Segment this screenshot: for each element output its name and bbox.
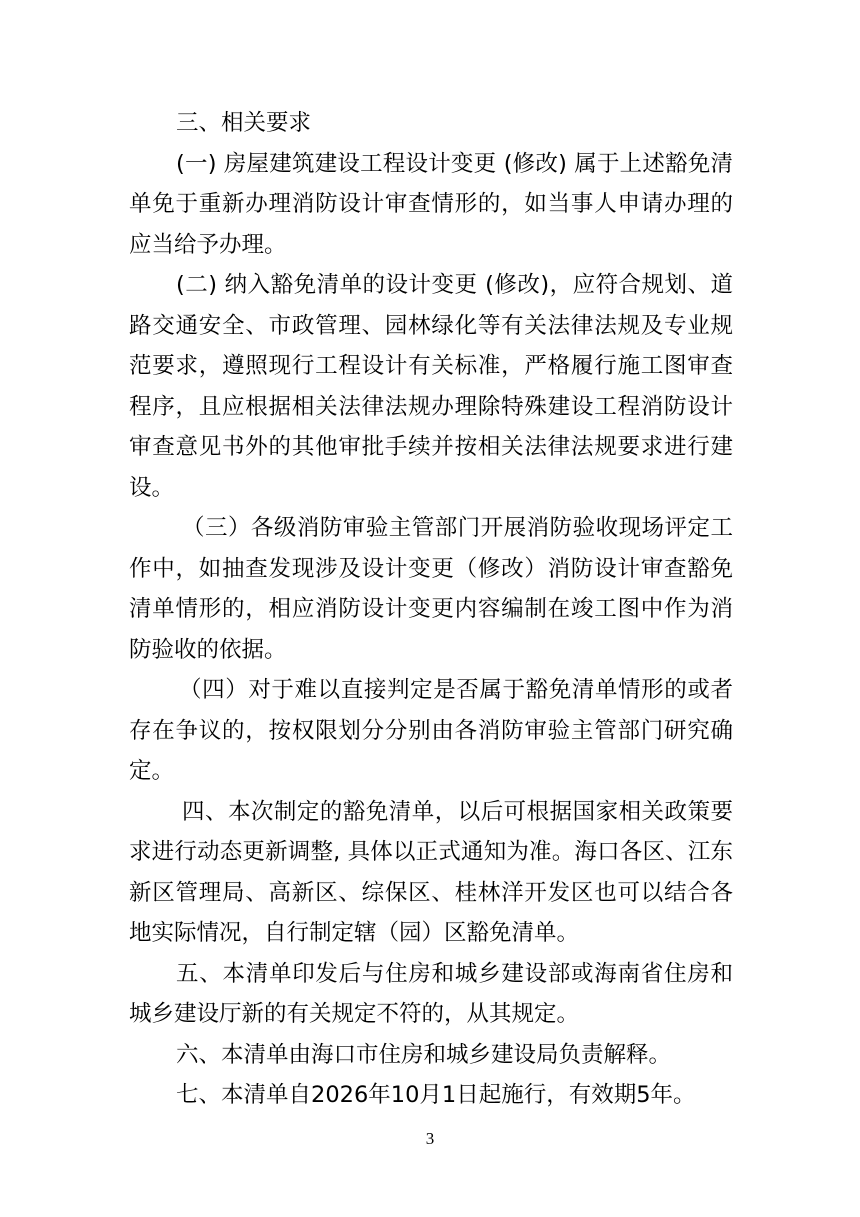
document-body xyxy=(129,103,733,1116)
paragraph-section-7: 七、本清单自2026年10月1日起施行，有效期5年。 xyxy=(176,1082,696,1108)
paragraph-section-6: 六、本清单由海口市住房和城乡建设局负责解释。 xyxy=(176,1041,672,1068)
paragraph-item-4: （四）对于难以直接判定是否属于豁免清单情形的或者存在争议的，按权限划分分别由各消防审验主管部门研究确定。 xyxy=(129,677,733,784)
paragraph-section-4: 四、本次制定的豁免清单，以后可根据国家相关政策要求进行动态更新调整, 具体以正式通知为准。海口各区、江东新区管理局、高新区、综保区、桂林洋开发区也可以结合各地实际情况，自行制定辖（园）区豁免清单。 xyxy=(129,798,733,946)
page-number: 3 xyxy=(425,1129,435,1148)
paragraph-item-3: （三）各级消防审验主管部门开展消防验收现场评定工作中，如抽查发现涉及设计变更（修改）消防设计审查豁免清单情形的，相应消防设计变更内容编制在竣工图中作为消防验收的依据。 xyxy=(129,515,733,663)
paragraph-section-5: 五、本清单印发后与住房和城乡建设部或海南省住房和城乡建设厅新的有关规定不符的，从其规定。 xyxy=(129,960,733,1027)
section-heading-requirements: 三、相关要求 xyxy=(176,110,312,136)
paragraph-item-2: (二) 纳入豁免清单的设计变更 (修改)，应符合规划、道路交通安全、市政管理、园林绿化等有关法律法规及专业规范要求，遵照现行工程设计有关标准，严格履行施工图审查程序，且应根据相关法律法规办理除特殊建设工程消防设计审查意见书外的其他审批手续并按相关法律法规要求进行建设。 xyxy=(129,272,733,501)
paragraph-item-1: (一) 房屋建筑建设工程设计变更 (修改) 属于上述豁免清单免于重新办理消防设计审查情形的，如当事人申请办理的应当给予办理。 xyxy=(129,150,733,258)
